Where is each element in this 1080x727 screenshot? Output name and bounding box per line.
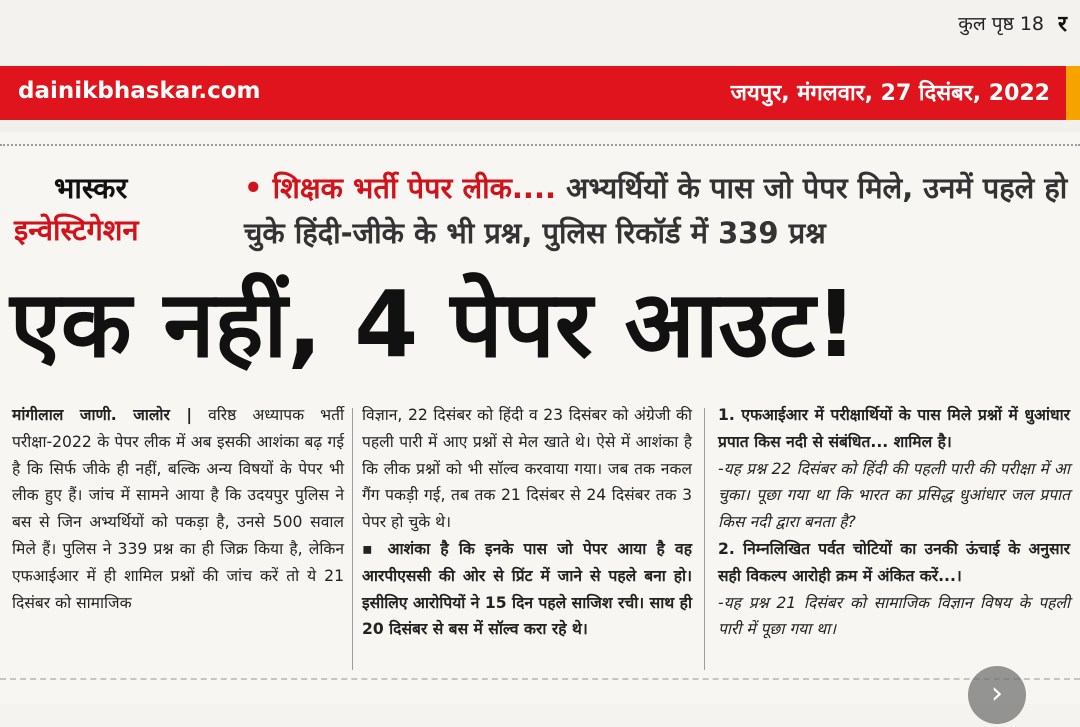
dotted-divider: [0, 144, 1080, 146]
torn-paper-edge: [0, 678, 1080, 690]
next-article-strip: [0, 704, 1080, 727]
article-column-3: [718, 402, 1070, 643]
column-2-bullet-para: ▪ आशंका है कि इनके पास जो पेपर आया है वह आरपीएससी की ओर से प्रिंट में जाने से पहले बना हो। इसीलिए आरोपियों ने 15 दिन पहले साजिश रची। साथ ही 20 दिसंबर से बस में सॉल्व करा रहे थे।: [362, 539, 692, 639]
next-page-button[interactable]: [968, 666, 1026, 724]
chevron-right-icon: ›: [991, 676, 1003, 711]
column-1-text: वरिष्ठ अध्यापक भर्ती परीक्षा-2022 के पेपर लीक में अब इसकी आशंका बढ़ गई है कि सिर्फ जीके ही नहीं, बल्कि अन्य विषयों के पेपर भी लीक हुए हैं। जांच में सामने आया है कि उदयपुर पुलिस ने बस से जिन अभ्यर्थियों को पकड़ा है, उनसे 500 सवाल मिले हैं। पुलिस ने 339 प्रश्न का ही जिक्र किया है, लेकिन एफआईआर में ही शामिल प्रश्नों की जांच करें तो ये 21 दिसंबर को सामाजिक: [12, 406, 344, 612]
deck-bullet: •: [244, 171, 263, 205]
site-url: dainikbhaskar.com: [18, 78, 261, 104]
headline: एक नहीं, 4 पेपर आउट!: [10, 271, 858, 378]
article-column-2: [362, 402, 692, 643]
column-2-text: विज्ञान, 22 दिसंबर को हिंदी व 23 दिसंबर को अंग्रेजी की पहली पारी में आए प्रश्नों से मेल खाते थे। ऐसे में आशंका है कि लीक प्रश्नों को भी सॉल्व करवाया गया। जब तक नकल गैंग पकड़ी गई, तब तक 21 दिसंबर से 24 दिसंबर तक 3 पेपर हो चुके थे।: [362, 406, 692, 532]
question-1: 1. एफआईआर में परीक्षार्थियों के पास मिले प्रश्नों में धुआंधार प्रपात किस नदी से संबंधित... शामिल है।: [718, 406, 1070, 451]
masthead-bar: [0, 66, 1080, 120]
article-column-1: [12, 402, 344, 616]
masthead-edge-accent: [1066, 66, 1080, 120]
section-tag-bhaskar: भास्कर: [54, 171, 128, 205]
column-divider: [352, 408, 353, 670]
section-tag-investigation: इन्वेस्टिगेशन: [14, 213, 139, 247]
page-count: कुल पृष्ठ 18: [958, 13, 1044, 35]
question-2: 2. निम्नलिखित पर्वत चोटियों का उनकी ऊंचाई के अनुसार सही विकल्प आरोही क्रम में अंकित करें...।: [718, 539, 1070, 585]
question-2-note: -यह प्रश्न 21 दिसंबर को सामाजिक विज्ञान विषय के पहली पारी में पूछा गया था।: [718, 593, 1070, 639]
column-divider: [704, 408, 705, 670]
deck-text: अभ्यर्थियों के पास जो पेपर मिले, उनमें पहले हो चुके हिंदी-जीके के भी प्रश्न, पुलिस रिकॉर्ड में 339 प्रश्न: [244, 171, 1068, 250]
question-1-note: -यह प्रश्न 22 दिसंबर को हिंदी की पहली पारी की परीक्षा में आ चुका। पूछा गया था कि भारत का प्रसिद्ध धुआंधार जल प्रपात किस नदी द्वारा बनता है?: [718, 459, 1070, 532]
sub-headline: [244, 166, 1074, 256]
byline: मांगीलाल जाणी. जालोर |: [12, 406, 193, 424]
dateline: जयपुर, मंगलवार, 27 दिसंबर, 2022: [730, 81, 1050, 106]
deck-kicker: शिक्षक भर्ती पेपर लीक....: [272, 171, 556, 205]
top-margin: [0, 0, 1080, 66]
cut-off-masthead-glyph: र: [1058, 12, 1067, 34]
